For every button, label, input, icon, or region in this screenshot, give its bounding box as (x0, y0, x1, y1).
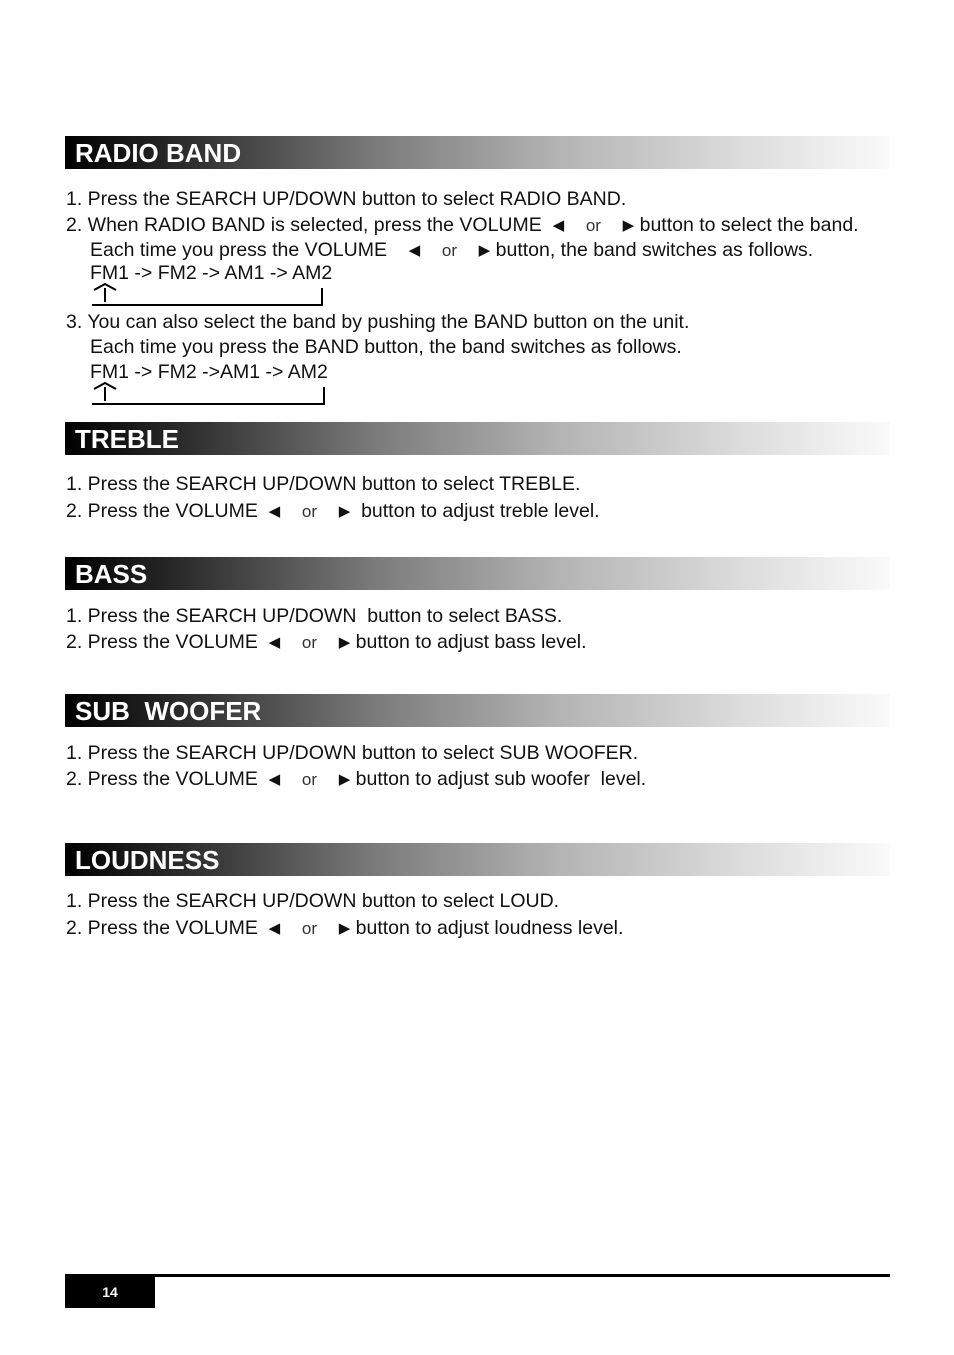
instruction-line (66, 630, 587, 655)
triangle-right-icon: ▶ (478, 242, 491, 259)
triangle-left-icon: ◀ (408, 242, 421, 259)
section-title: LOUDNESS (75, 845, 220, 875)
instruction-text: 2. Press the VOLUME (66, 917, 258, 939)
instruction-line (66, 767, 646, 792)
section-header-radio-band (65, 136, 890, 169)
triangle-left-icon: ◀ (268, 920, 281, 937)
instruction-line: 1. Press the SEARCH UP/DOWN button to select SUB WOOFER. (66, 742, 639, 764)
instruction-text: 2. When RADIO BAND is selected, press the VOLUME (66, 214, 542, 236)
cycle-loop-arrow (92, 387, 325, 405)
cycle-loop-arrow (92, 288, 323, 306)
loop-arrowhead-icon (92, 381, 120, 391)
instruction-text: button to select the band. (639, 214, 859, 236)
instruction-text: button to adjust sub woofer level. (355, 768, 647, 790)
instruction-text: Each time you press the VOLUME (90, 239, 387, 261)
triangle-right-icon: ▶ (338, 920, 351, 937)
instruction-line (66, 213, 859, 238)
triangle-left-icon: ◀ (268, 771, 281, 788)
section-header-bass (65, 557, 890, 590)
triangle-right-icon: ▶ (622, 217, 635, 234)
footer-rule (65, 1274, 890, 1277)
instruction-text: button to adjust bass level. (355, 631, 587, 653)
instruction-text: button, the band switches as follows. (495, 239, 814, 261)
or-text: or (301, 633, 318, 652)
section-title: RADIO BAND (75, 138, 242, 168)
instruction-text: button to adjust treble level. (361, 500, 600, 522)
instruction-line: 1. Press the SEARCH UP/DOWN button to select TREBLE. (66, 473, 581, 495)
or-text: or (585, 216, 601, 235)
or-text: or (301, 919, 318, 938)
section-title: TREBLE (75, 424, 179, 454)
triangle-left-icon: ◀ (268, 503, 281, 520)
loop-arrowhead-icon (92, 282, 120, 292)
section-header-sub-woofer (65, 694, 890, 727)
instruction-text: 2. Press the VOLUME (66, 768, 258, 790)
triangle-left-icon: ◀ (552, 217, 565, 234)
section-header-loudness (65, 843, 890, 876)
or-text: or (441, 241, 457, 260)
triangle-right-icon: ▶ (338, 771, 351, 788)
instruction-line: 1. Press the SEARCH UP/DOWN button to select RADIO BAND. (66, 188, 627, 210)
instruction-text: button to adjust loudness level. (355, 917, 624, 939)
instruction-text: 2. Press the VOLUME (66, 631, 258, 653)
or-text: or (301, 502, 318, 521)
section-title: BASS (75, 559, 148, 589)
instruction-line (66, 499, 600, 524)
instruction-line (66, 916, 623, 941)
section-header-treble (65, 422, 890, 455)
instruction-line: 3. You can also select the band by pushing the BAND button on the unit. (66, 311, 690, 333)
instruction-line: Each time you press the BAND button, the band switches as follows. (90, 336, 682, 358)
triangle-left-icon: ◀ (268, 634, 281, 651)
band-sequence: FM1 -> FM2 ->AM1 -> AM2 (90, 361, 328, 383)
instruction-line: 1. Press the SEARCH UP/DOWN button to select LOUD. (66, 890, 560, 912)
section-title: SUB WOOFER (75, 696, 262, 726)
triangle-right-icon: ▶ (338, 634, 351, 651)
instruction-text: 2. Press the VOLUME (66, 500, 258, 522)
triangle-right-icon: ▶ (338, 503, 351, 520)
page-number: 14 (65, 1274, 155, 1308)
instruction-line (90, 238, 813, 263)
instruction-line: 1. Press the SEARCH UP/DOWN button to select BASS. (66, 605, 563, 627)
or-text: or (301, 770, 318, 789)
band-sequence: FM1 -> FM2 -> AM1 -> AM2 (90, 262, 333, 284)
